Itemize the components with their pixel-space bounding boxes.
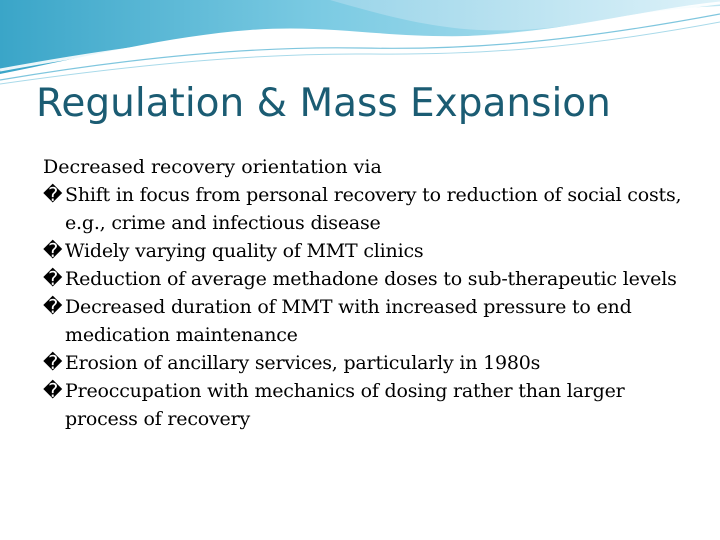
list-item <box>43 377 693 433</box>
intro-text: Decreased recovery orientation via <box>43 156 382 178</box>
list-item <box>43 237 693 265</box>
bullet-text: Reduction of average methadone doses to sub-therapeutic levels <box>65 268 677 290</box>
bullet-marker-icon: � <box>43 268 63 290</box>
bullet-marker-icon: � <box>43 352 63 374</box>
list-item <box>43 181 693 237</box>
list-item <box>43 293 693 349</box>
bullet-text: Erosion of ancillary services, particularly in 1980s <box>65 352 541 374</box>
bullet-text: Preoccupation with mechanics of dosing rather than larger process of recovery <box>65 380 625 430</box>
bullet-text: Widely varying quality of MMT clinics <box>65 240 424 262</box>
bullet-marker-icon: � <box>43 296 63 318</box>
slide-body <box>43 153 693 433</box>
slide-title: Regulation & Mass Expansion <box>36 81 611 126</box>
list-item <box>43 349 693 377</box>
bullet-marker-icon: � <box>43 184 63 206</box>
list-item <box>43 265 693 293</box>
bullet-text: Decreased duration of MMT with increased pressure to end medication maintenance <box>65 296 632 346</box>
decorative-wave-header <box>0 0 720 90</box>
bullet-marker-icon: � <box>43 240 63 262</box>
bullet-text: Shift in focus from personal recovery to reduction of social costs, e.g., crime and infectious disease <box>65 184 682 234</box>
bullet-list <box>43 181 693 433</box>
bullet-marker-icon: � <box>43 380 63 402</box>
